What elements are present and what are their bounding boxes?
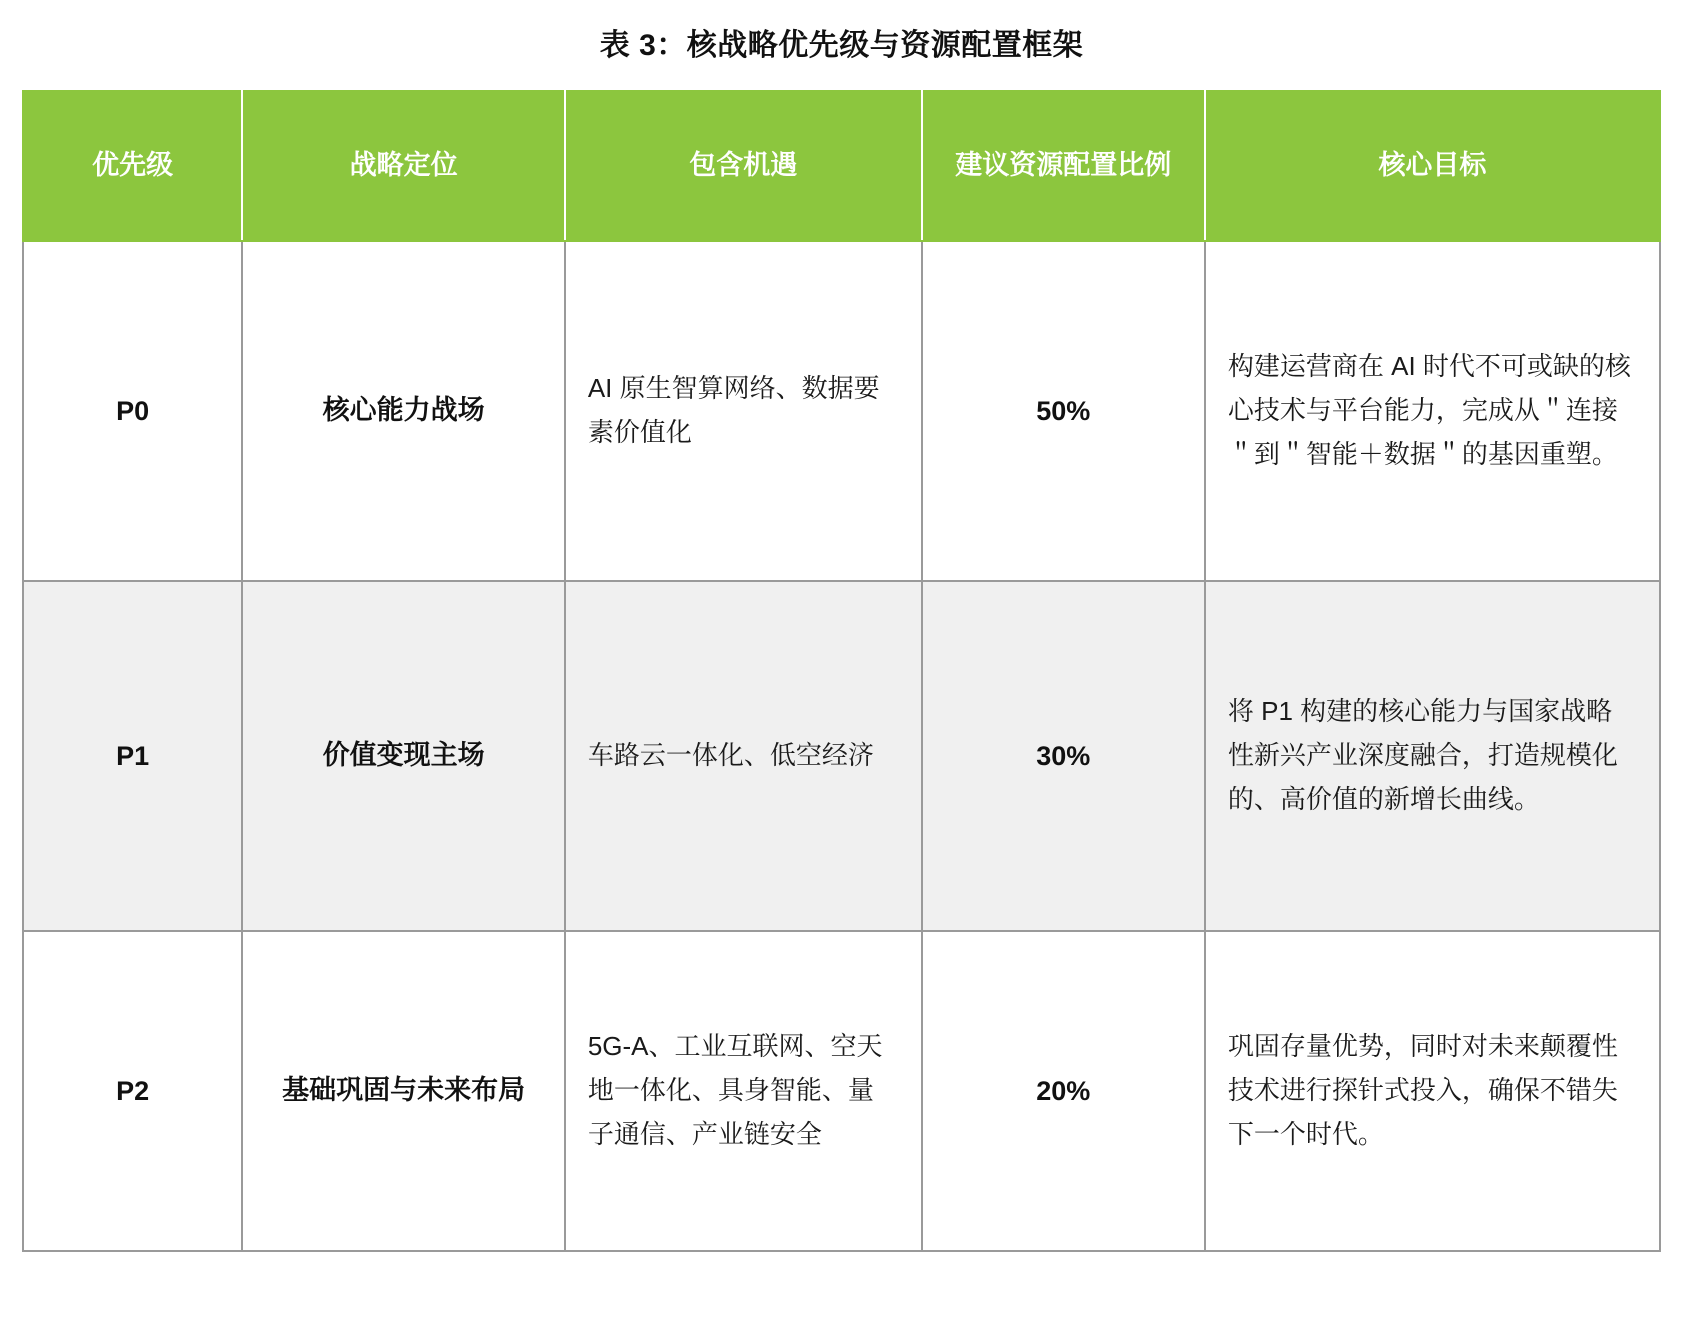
column-header-allocation: 建议资源配置比例 <box>922 91 1205 241</box>
cell-opportunities: AI 原生智算网络、数据要素价值化 <box>565 241 922 581</box>
cell-priority: P0 <box>23 241 242 581</box>
table-body <box>23 241 1660 1251</box>
page-title: 表 3：核战略优先级与资源配置框架 <box>599 29 1084 62</box>
column-header-priority: 优先级 <box>23 91 242 241</box>
cell-priority: P1 <box>23 581 242 931</box>
column-header-opportunities: 包含机遇 <box>565 91 922 241</box>
table-header-row <box>23 91 1660 241</box>
table-row <box>23 931 1660 1251</box>
table-container <box>0 90 1683 1252</box>
cell-allocation: 50% <box>922 241 1205 581</box>
cell-allocation: 20% <box>922 931 1205 1251</box>
cell-opportunities: 5G-A、工业互联网、空天地一体化、具身智能、量子通信、产业链安全 <box>565 931 922 1251</box>
column-header-goal: 核心目标 <box>1205 91 1660 241</box>
cell-opportunities: 车路云一体化、低空经济 <box>565 581 922 931</box>
cell-allocation: 30% <box>922 581 1205 931</box>
column-header-positioning: 战略定位 <box>242 91 564 241</box>
table-row <box>23 241 1660 581</box>
cell-positioning: 核心能力战场 <box>242 241 564 581</box>
cell-priority: P2 <box>23 931 242 1251</box>
cell-positioning: 基础巩固与未来布局 <box>242 931 564 1251</box>
cell-goal: 巩固存量优势，同时对未来颠覆性技术进行探针式投入，确保不错失下一个时代。 <box>1205 931 1660 1251</box>
table-row <box>23 581 1660 931</box>
cell-positioning: 价值变现主场 <box>242 581 564 931</box>
table-header <box>23 91 1660 241</box>
strategy-priority-table <box>22 90 1661 1252</box>
cell-goal: 将 P1 构建的核心能力与国家战略性新兴产业深度融合，打造规模化的、高价值的新增长曲线。 <box>1205 581 1660 931</box>
cell-goal: 构建运营商在 AI 时代不可或缺的核心技术与平台能力，完成从＂连接＂到＂智能＋数据＂的基因重塑。 <box>1205 241 1660 581</box>
